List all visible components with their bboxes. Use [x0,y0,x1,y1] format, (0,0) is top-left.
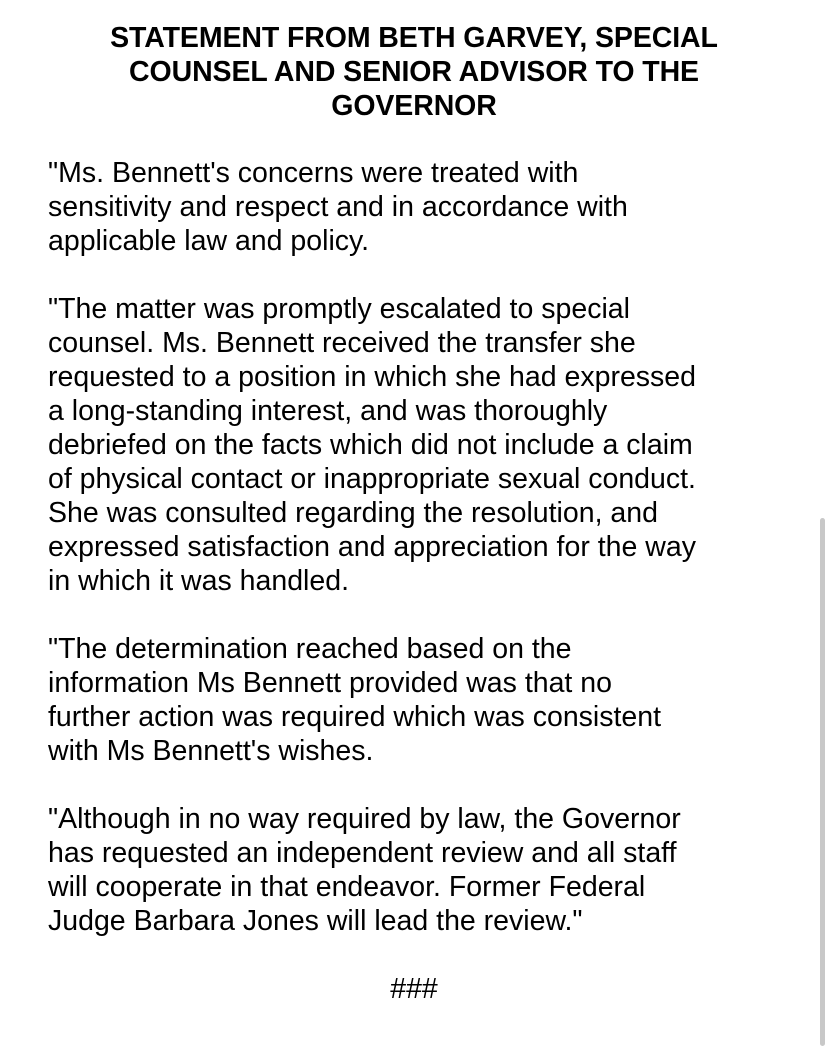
paragraph-line: will cooperate in that endeavor. Former Federal [48,871,646,903]
paragraph-line: further action was required which was consistent [48,701,662,733]
paragraph-line: applicable law and policy. [48,225,370,257]
statement-paragraph [48,802,818,938]
paragraph-line: expressed satisfaction and appreciation for the way [48,531,696,563]
paragraph-line: "The matter was promptly escalated to special [48,293,630,325]
paragraph-line: of physical contact or inappropriate sexual conduct. [48,463,696,495]
title-line: COUNSEL AND SENIOR ADVISOR TO THE [129,56,699,88]
title-line: STATEMENT FROM BETH GARVEY, SPECIAL [110,22,718,54]
paragraph-line: "Ms. Bennett's concerns were treated with [48,157,579,189]
scrollbar-thumb[interactable] [820,518,825,1046]
end-of-release-mark: ### [390,973,438,1005]
paragraph-line: with Ms Bennett's wishes. [48,735,374,767]
paragraph-line: debriefed on the facts which did not include a claim [48,429,693,461]
statement-paragraph [48,156,818,258]
paragraph-line: She was consulted regarding the resolution, and [48,497,658,529]
paragraph-line: information Ms Bennett provided was that no [48,667,612,699]
paragraph-line: Judge Barbara Jones will lead the review." [48,905,583,937]
statement-paragraph [48,292,818,598]
paragraph-line: "Although in no way required by law, the Governor [48,803,681,835]
paragraph-line: requested to a position in which she had expressed [48,361,696,393]
paragraph-line: sensitivity and respect and in accordance with [48,191,628,223]
paragraph-line: in which it was handled. [48,565,350,597]
statement-paragraph [48,632,818,768]
paragraph-line: "The determination reached based on the [48,633,572,665]
paragraph-line: counsel. Ms. Bennett received the transfer she [48,327,636,359]
statement-title [40,21,788,123]
paragraph-line: has requested an independent review and all staff [48,837,677,869]
paragraph-line: a long-standing interest, and was thoroughly [48,395,608,427]
title-line: GOVERNOR [331,90,497,122]
